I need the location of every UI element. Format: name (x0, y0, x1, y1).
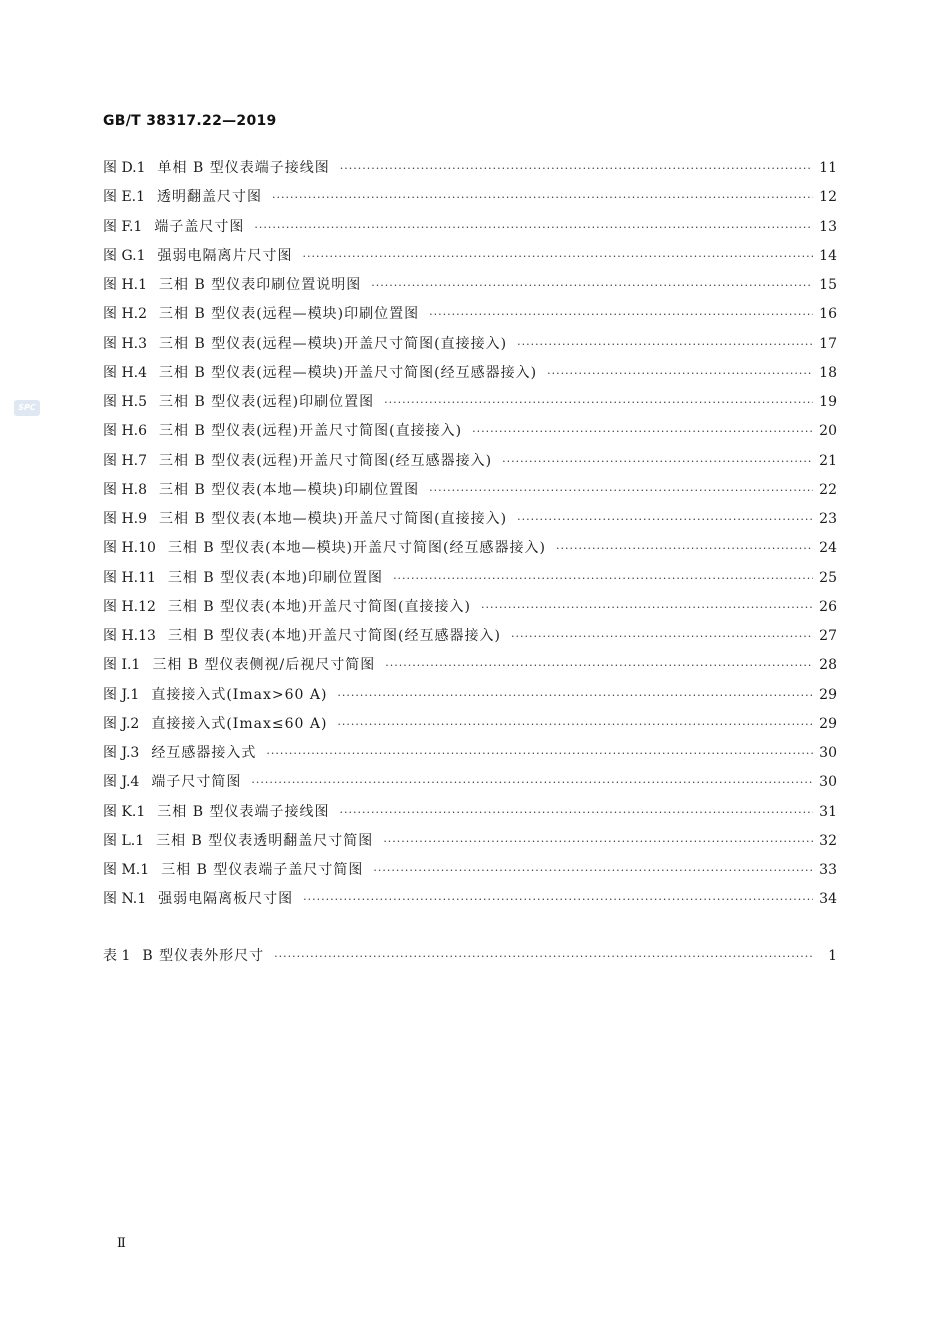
toc-figure-entry[interactable] (103, 798, 837, 827)
toc-figure-entry[interactable] (103, 300, 837, 329)
toc-figure-entry[interactable] (103, 593, 837, 622)
dot-leader (556, 534, 813, 563)
toc-figure-entry[interactable] (103, 447, 837, 476)
entry-title: 三相 B 型仪表端子接线图 (157, 803, 330, 820)
entry-page-number: 30 (819, 774, 837, 791)
toc-figure-entry[interactable] (103, 885, 837, 914)
entry-number: 图 J.1 (103, 686, 140, 703)
entry-number: 图 H.4 (103, 364, 148, 381)
entry-number: 图 H.5 (103, 394, 148, 410)
entry-number: 图 H.7 (103, 452, 148, 469)
entry-title: 经互感器接入式 (151, 745, 257, 761)
toc-figure-entry[interactable] (103, 242, 837, 271)
toc-figure-entry[interactable] (103, 564, 837, 593)
toc-figure-entry[interactable] (103, 271, 837, 300)
dot-leader (303, 885, 813, 914)
entry-page-number: 23 (819, 511, 837, 527)
dot-leader (251, 768, 813, 797)
entry-title: 三相 B 型仪表端子盖尺寸简图 (161, 862, 364, 878)
toc-figure-entry[interactable] (103, 476, 837, 505)
toc-figure-entry[interactable] (103, 710, 837, 739)
entry-number: 图 H.12 (103, 598, 156, 615)
toc-figure-entry[interactable] (103, 359, 837, 388)
entry-number: 图 H.2 (103, 306, 148, 323)
entry-title: 三相 B 型仪表(远程)印刷位置图 (159, 394, 375, 410)
entry-title: 透明翻盖尺寸图 (157, 189, 263, 206)
dot-leader (371, 271, 813, 300)
entry-page-number: 13 (819, 218, 837, 235)
toc-figure-entry[interactable] (103, 827, 837, 856)
entry-page-number: 11 (819, 160, 837, 176)
entry-title: 三相 B 型仪表(远程—模块)印刷位置图 (159, 306, 420, 323)
toc-figure-entry[interactable] (103, 330, 837, 359)
dot-leader (266, 739, 813, 768)
dot-leader (383, 827, 813, 856)
entry-title: 三相 B 型仪表(本地)印刷位置图 (167, 569, 384, 586)
entry-title: 三相 B 型仪表(远程—模块)开盖尺寸简图(直接接入) (159, 335, 508, 352)
table-list (103, 942, 837, 971)
entry-number: 表 1 (103, 948, 131, 964)
entry-title: 直接接入式(Imax≤60 A) (151, 715, 328, 732)
entry-title: 三相 B 型仪表(远程)开盖尺寸简图(经互感器接入) (159, 452, 493, 469)
entry-page-number: 29 (819, 715, 837, 732)
entry-number: 图 H.6 (103, 423, 148, 440)
entry-number: 图 E.1 (103, 189, 146, 206)
dot-leader (511, 622, 813, 651)
page-number: Ⅱ (117, 1236, 126, 1251)
entry-page-number: 34 (819, 891, 837, 908)
document-code: GB/T 38317.22—2019 (103, 113, 277, 129)
entry-page-number: 22 (819, 481, 837, 498)
entry-page-number: 16 (819, 306, 837, 323)
entry-number: 图 M.1 (103, 862, 150, 878)
entry-page-number: 33 (819, 862, 837, 878)
entry-page-number: 1 (828, 948, 837, 964)
spc-watermark-logo: SPC (14, 400, 40, 416)
entry-title: 三相 B 型仪表(远程)开盖尺寸简图(直接接入) (159, 423, 463, 440)
entry-number: 图 K.1 (103, 803, 146, 820)
dot-leader (384, 388, 813, 417)
entry-title: 三相 B 型仪表印刷位置说明图 (159, 277, 362, 293)
entry-number: 图 H.9 (103, 511, 148, 527)
toc-figure-entry[interactable] (103, 651, 837, 680)
entry-page-number: 30 (819, 745, 837, 761)
dot-leader (337, 681, 813, 710)
dot-leader (393, 564, 813, 593)
entry-title: 三相 B 型仪表(本地—模块)开盖尺寸简图(直接接入) (159, 511, 508, 527)
entry-page-number: 25 (819, 569, 837, 586)
dot-leader (254, 213, 813, 242)
entry-page-number: 18 (819, 364, 837, 381)
entry-page-number: 27 (819, 628, 837, 644)
entry-title: 直接接入式(Imax>60 A) (151, 686, 328, 703)
toc-figure-entry[interactable] (103, 505, 837, 534)
entry-page-number: 17 (819, 335, 837, 352)
toc-figure-entry[interactable] (103, 768, 837, 797)
entry-title: 单相 B 型仪表端子接线图 (157, 160, 330, 176)
entry-title: 三相 B 型仪表(本地)开盖尺寸简图(经互感器接入) (167, 628, 501, 644)
entry-page-number: 24 (819, 540, 837, 557)
dot-leader (340, 154, 813, 183)
toc-table-entry[interactable] (103, 942, 837, 971)
entry-title: 三相 B 型仪表侧视/后视尺寸简图 (152, 657, 376, 674)
dot-leader (339, 798, 813, 827)
entry-title: 端子盖尺寸图 (154, 218, 245, 235)
dot-leader (373, 856, 813, 885)
dot-leader (303, 242, 814, 271)
entry-number: 图 N.1 (103, 891, 147, 908)
entry-number: 图 J.4 (103, 774, 140, 791)
entry-title: 三相 B 型仪表(本地)开盖尺寸简图(直接接入) (167, 598, 471, 615)
toc-figure-entry[interactable] (103, 154, 837, 183)
entry-page-number: 15 (819, 277, 837, 293)
dot-leader (385, 651, 813, 680)
dot-leader (547, 359, 813, 388)
entry-number: 图 G.1 (103, 247, 146, 264)
dot-leader (272, 183, 813, 212)
entry-number: 图 H.10 (103, 540, 156, 557)
entry-number: 图 D.1 (103, 160, 146, 176)
toc-figure-entry[interactable] (103, 213, 837, 242)
toc-figure-entry[interactable] (103, 534, 837, 563)
entry-title: B 型仪表外形尺寸 (142, 948, 265, 964)
entry-title: 三相 B 型仪表(本地—模块)开盖尺寸简图(经互感器接入) (167, 540, 546, 557)
entry-number: 图 H.3 (103, 335, 148, 352)
dot-leader (517, 330, 813, 359)
entry-page-number: 32 (819, 832, 837, 849)
entry-number: 图 H.8 (103, 481, 148, 498)
dot-leader (274, 942, 813, 971)
entry-title: 三相 B 型仪表(本地—模块)印刷位置图 (159, 481, 420, 498)
entry-title: 三相 B 型仪表透明翻盖尺寸简图 (156, 832, 374, 849)
dot-leader (481, 593, 813, 622)
entry-number: 图 H.13 (103, 628, 156, 644)
entry-page-number: 12 (819, 189, 837, 206)
dot-leader (517, 505, 813, 534)
entry-page-number: 31 (819, 803, 837, 820)
entry-page-number: 20 (819, 423, 837, 440)
entry-number: 图 L.1 (103, 832, 145, 849)
entry-number: 图 H.1 (103, 277, 148, 293)
entry-page-number: 19 (819, 394, 837, 410)
entry-page-number: 21 (819, 452, 837, 469)
entry-number: 图 H.11 (103, 569, 156, 586)
dot-leader (502, 447, 813, 476)
entry-title: 强弱电隔离片尺寸图 (157, 247, 293, 264)
entry-title: 端子尺寸简图 (151, 774, 242, 791)
dot-leader (429, 476, 813, 505)
entry-number: 图 J.3 (103, 745, 140, 761)
figure-list (103, 154, 837, 915)
dot-leader (429, 300, 813, 329)
entry-page-number: 28 (819, 657, 837, 674)
toc-figure-entry[interactable] (103, 417, 837, 446)
entry-number: 图 F.1 (103, 218, 143, 235)
entry-number: 图 I.1 (103, 657, 141, 674)
entry-page-number: 26 (819, 598, 837, 615)
entry-title: 强弱电隔离板尺寸图 (158, 891, 294, 908)
toc-figure-entry[interactable] (103, 681, 837, 710)
toc-figure-entry[interactable] (103, 739, 837, 768)
toc-figure-entry[interactable] (103, 388, 837, 417)
dot-leader (472, 417, 813, 446)
toc-figure-entry[interactable] (103, 622, 837, 651)
dot-leader (337, 710, 813, 739)
entry-page-number: 29 (819, 686, 837, 703)
entry-number: 图 J.2 (103, 715, 140, 732)
entry-title: 三相 B 型仪表(远程—模块)开盖尺寸简图(经互感器接入) (159, 364, 538, 381)
toc-figure-entry[interactable] (103, 183, 837, 212)
toc-figure-entry[interactable] (103, 856, 837, 885)
entry-page-number: 14 (819, 247, 837, 264)
